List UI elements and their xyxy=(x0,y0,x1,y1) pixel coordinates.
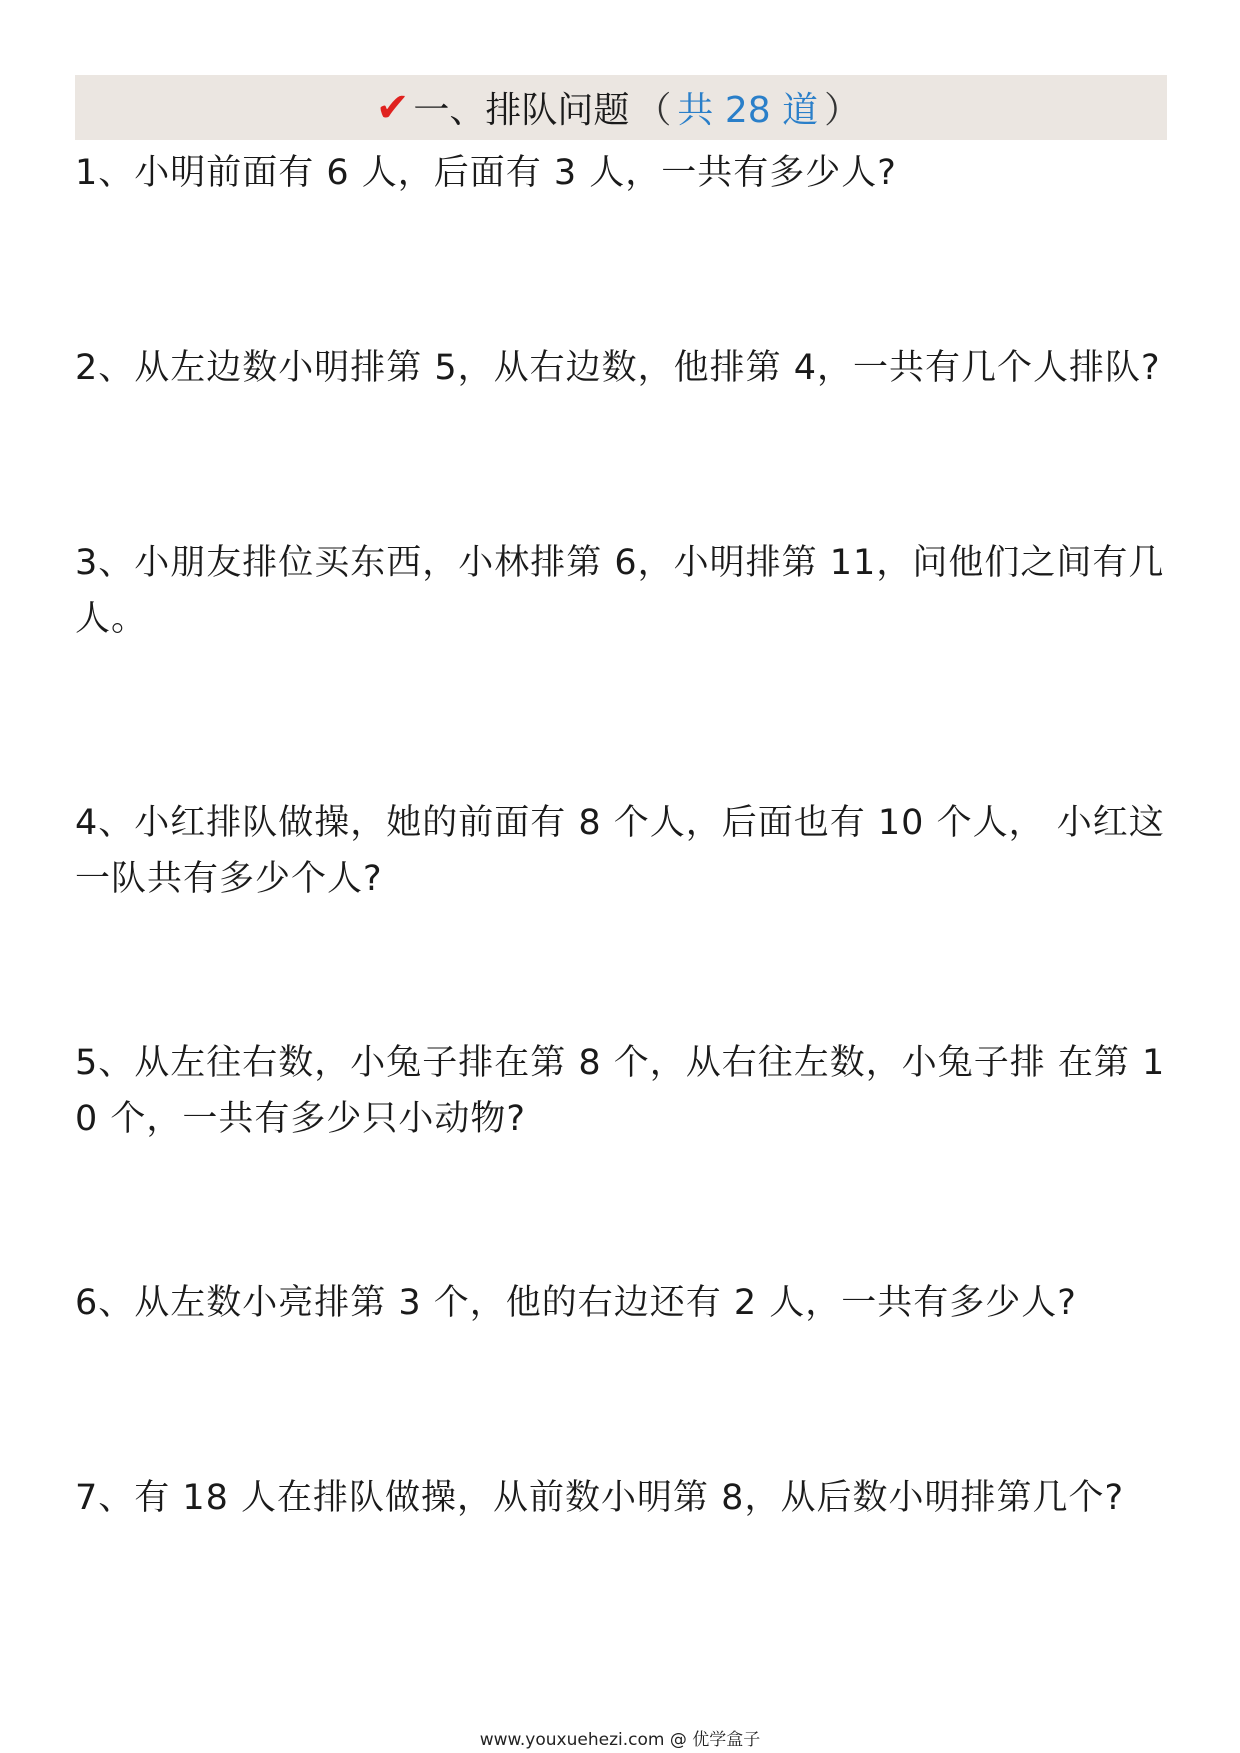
section-header xyxy=(75,75,1167,140)
section-title: 一、排队问题 xyxy=(413,90,630,131)
question-count: 共 28 道 xyxy=(677,90,819,131)
question-2: 2、从左边数小明排第 5，从右边数，他排第 4，一共有几个人排队? xyxy=(75,348,1161,388)
question-7: 7、有 18 人在排队做操，从前数小明第 8，从后数小明排第几个? xyxy=(75,1478,1125,1518)
question-5: 5、从左往右数，小兔子排在第 8 个，从右往左数，小兔子排 在第 10 个，一共有多少只小动物? xyxy=(75,1043,1166,1139)
question-1: 1、小明前面有 6 人，后面有 3 人，一共有多少人? xyxy=(75,153,897,193)
check-icon: ✔ xyxy=(375,84,410,131)
paren-open: （ xyxy=(635,90,672,131)
paren-close: ） xyxy=(824,90,861,131)
question-3: 3、小朋友排位买东西，小林排第 6，小明排第 11，问他们之间有几人。 xyxy=(75,543,1165,639)
question-4: 4、小红排队做操，她的前面有 8 个人，后面也有 10 个人， 小红这一队共有多少个人? xyxy=(75,803,1165,899)
footer-watermark: www.youxuehezi.com @ 优学盒子 xyxy=(479,1730,761,1750)
question-6: 6、从左数小亮排第 3 个，他的右边还有 2 人，一共有多少人? xyxy=(75,1283,1077,1323)
